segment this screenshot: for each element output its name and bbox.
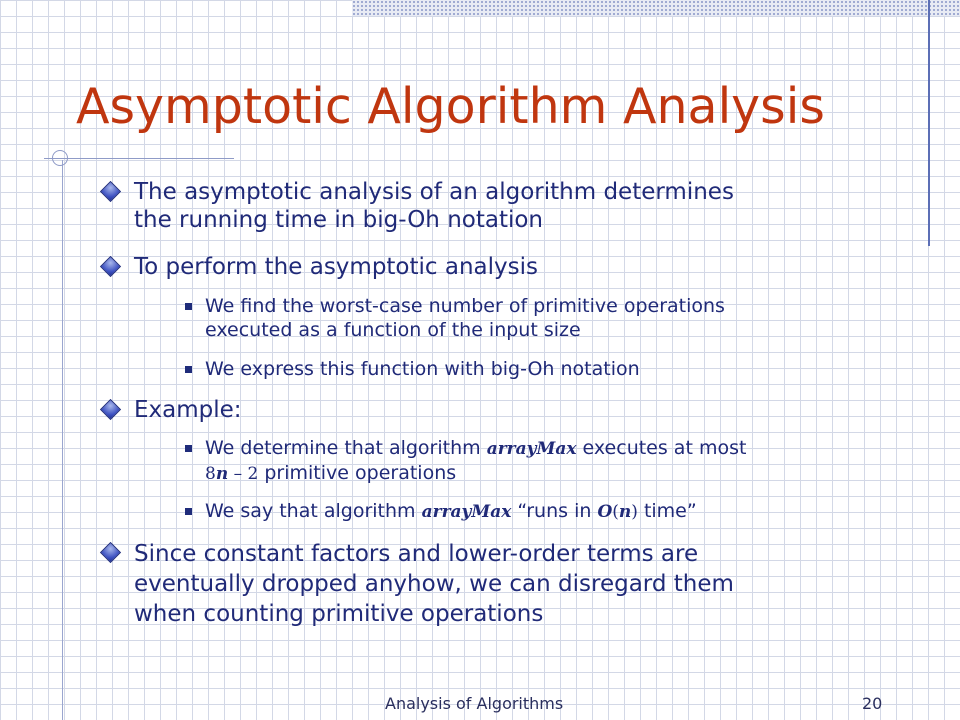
bullet-3-sub-1-line-2 — [205, 461, 746, 486]
math-arraymax: arrayMax — [486, 439, 577, 459]
bullet-3-sub-2 — [205, 499, 697, 524]
bullet-1-line-2: the running time in big-Oh notation — [134, 207, 544, 233]
math-arraymax: arrayMax — [421, 502, 512, 522]
bullet-2 — [134, 253, 538, 281]
bullet-2-sub-1 — [205, 294, 725, 342]
bullet-2-sub-2-line-1: We express this function with big-Oh notation — [205, 358, 640, 380]
square-bullet-icon — [185, 508, 192, 515]
math-n: n — [618, 502, 632, 522]
math-paren-open: ( — [612, 502, 619, 522]
square-bullet-icon — [185, 366, 192, 373]
math-minus-two: – 2 — [228, 464, 259, 484]
math-eight: 8 — [205, 464, 216, 484]
bullet-4 — [134, 539, 734, 629]
bullet-2-sub-1-line-1: We find the worst-case number of primitive operations — [205, 295, 725, 317]
math-paren-close: ) — [631, 502, 638, 522]
bullet-3-sub-1 — [205, 436, 746, 486]
diamond-bullet-icon — [100, 256, 121, 277]
square-bullet-icon — [185, 303, 192, 310]
bullet-4-line-1: Since constant factors and lower-order terms are — [134, 541, 699, 567]
math-big-o: O — [597, 502, 613, 522]
diamond-bullet-icon — [100, 181, 121, 202]
bullet-3-sub-1-line-1 — [205, 436, 746, 461]
text-segment: time” — [637, 500, 697, 522]
bullet-3-sub-2-line-1 — [205, 499, 697, 524]
diamond-bullet-icon — [100, 399, 121, 420]
slide-title: Asymptotic Algorithm Analysis — [76, 78, 825, 135]
bullet-3-line-1: Example: — [134, 397, 242, 423]
text-segment: We determine that algorithm — [205, 437, 487, 459]
text-segment: primitive operations — [258, 462, 457, 484]
math-n: n — [215, 464, 229, 484]
text-segment: executes at most — [576, 437, 747, 459]
bullet-4-line-2: eventually dropped anyhow, we can disregard them — [134, 571, 734, 597]
bullet-2-sub-2 — [205, 357, 640, 381]
bullet-3 — [134, 396, 242, 424]
bullet-2-sub-1-line-2: executed as a function of the input size — [205, 319, 581, 341]
page-number: 20 — [862, 694, 883, 713]
bullet-1-line-1: The asymptotic analysis of an algorithm determines — [134, 179, 734, 205]
bullet-1 — [134, 178, 734, 234]
footer-title: Analysis of Algorithms — [385, 694, 564, 713]
text-segment: We say that algorithm — [205, 500, 422, 522]
bullet-4-line-3: when counting primitive operations — [134, 601, 544, 627]
diamond-bullet-icon — [100, 542, 121, 563]
bullet-2-line-1: To perform the asymptotic analysis — [134, 254, 538, 280]
square-bullet-icon — [185, 445, 192, 452]
text-segment: “runs in — [511, 500, 598, 522]
